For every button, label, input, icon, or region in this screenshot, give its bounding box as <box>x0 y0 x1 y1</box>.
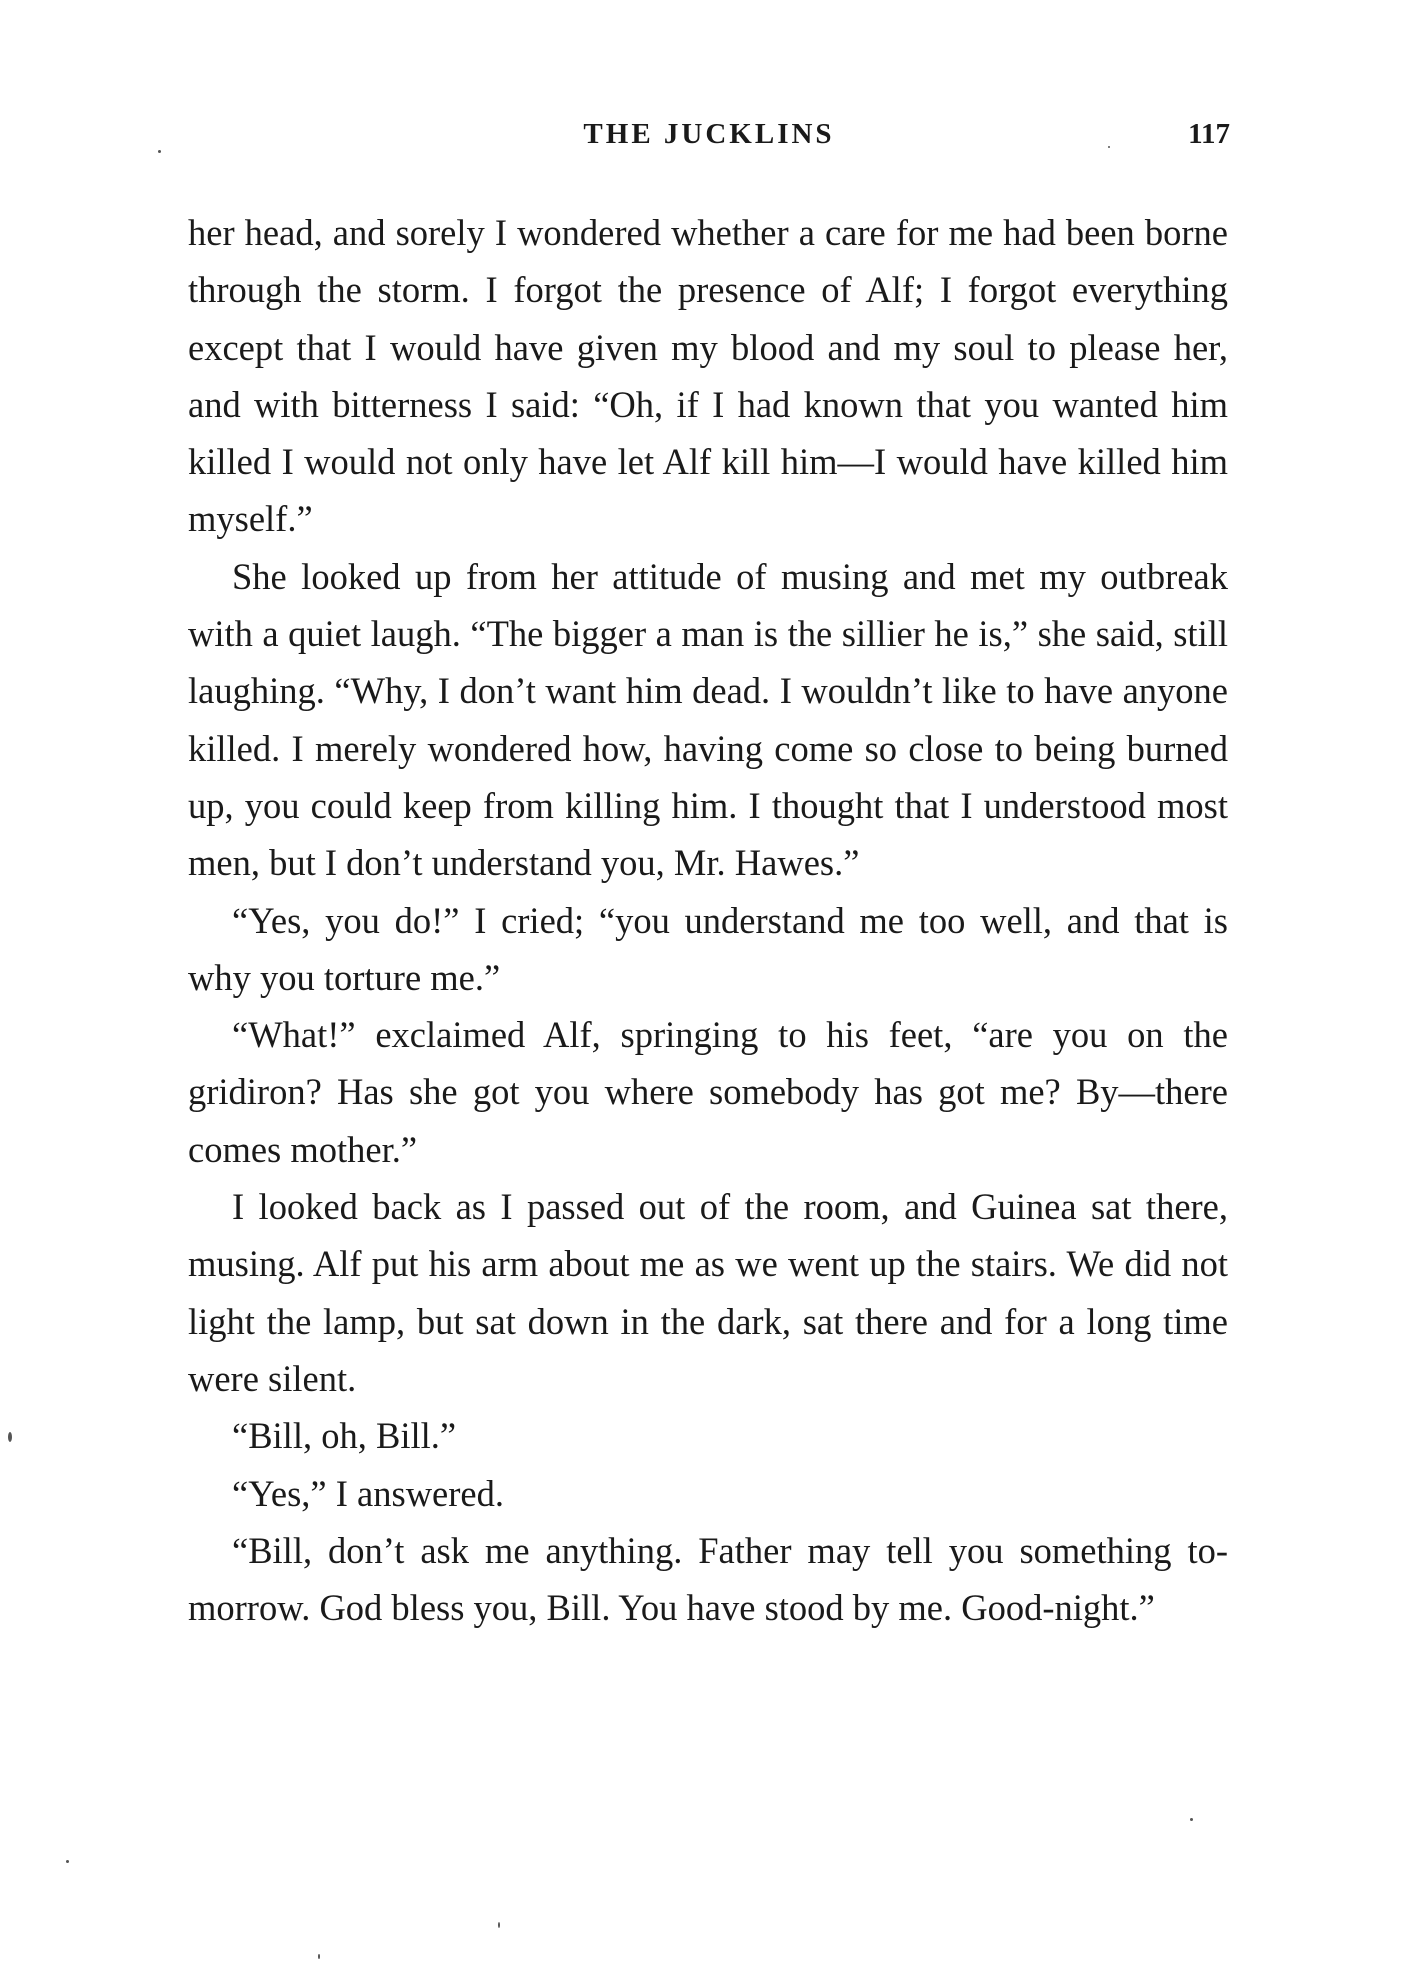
print-speck <box>498 1922 500 1928</box>
print-speck <box>8 1432 12 1442</box>
print-speck <box>1108 146 1110 148</box>
running-head <box>188 118 1230 158</box>
paragraph: “Bill, oh, Bill.” <box>232 1415 457 1457</box>
paragraph: She looked up from her attitude of musing and met my outbreak with a quiet laugh. “The bigger a man is the sillier he is,” she said, still laughing. “Why, I don’t want him dead. I wouldn’t like to have anyone killed. I merely wondered how, having come so close to being burned up, you could keep from killing him. I thought that I understood most men, but I don’t understand you, Mr. Hawes.” <box>188 555 1228 884</box>
paragraph: I looked back as I passed out of the room, and Guinea sat there, musing. Alf put his arm about me as we went up the stairs. We did not light the lamp, but sat down in the dark, sat there and for a long time were silent. <box>188 1186 1228 1399</box>
paragraph-continued: her head, and sorely I wondered whether a care for me had been borne through the storm. I forgot the presence of Alf; I forgot everything except that I would have given my blood and my soul to please her, and with bitterness I said: “Oh, if I had known that you wanted him killed I would not only have let Alf kill him—I would have killed him myself.” <box>188 212 1228 540</box>
print-speck <box>158 150 161 153</box>
running-title: THE JUCKLINS <box>583 118 835 150</box>
page-number: 117 <box>1188 118 1230 150</box>
body-text <box>188 204 1228 1636</box>
paragraph: “Bill, don’t ask me anything. Father may tell you something to-morrow. God bless you, Bill. You have stood by me. Good-night.” <box>188 1529 1228 1629</box>
print-speck <box>318 1954 320 1959</box>
paragraph: “Yes,” I answered. <box>232 1472 504 1514</box>
paragraph: “Yes, you do!” I cried; “you understand me too well, and that is why you torture me.” <box>188 899 1228 998</box>
paragraph: “What!” exclaimed Alf, springing to his feet, “are you on the gridiron? Has she got you where somebody has got me? By—there comes mother.” <box>188 1014 1228 1170</box>
print-speck <box>66 1860 69 1863</box>
print-speck <box>1190 1818 1193 1821</box>
